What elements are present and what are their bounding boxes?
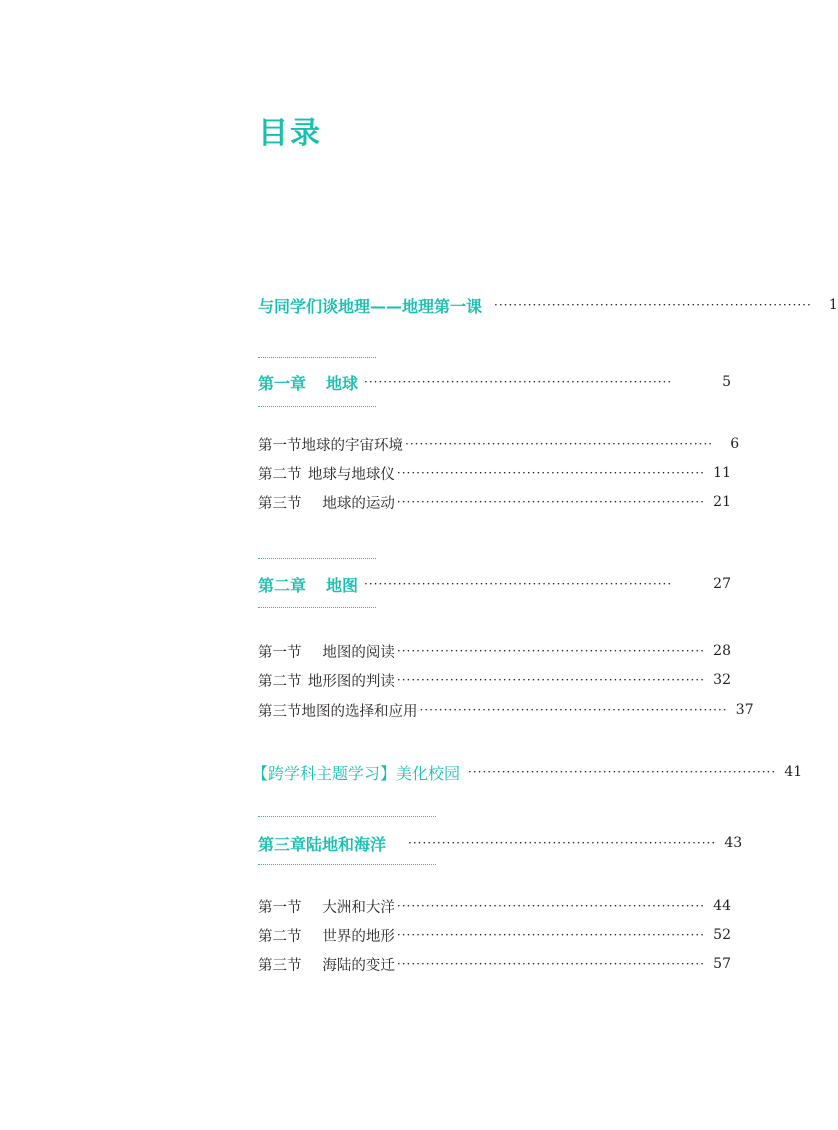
section-number: 第二节 bbox=[258, 928, 302, 945]
section-name: 海陆的变迁 bbox=[322, 957, 395, 974]
section-name: 大洲和大洋 bbox=[322, 899, 395, 916]
leader-dots: ································································ bbox=[396, 899, 705, 913]
chapter-divider-bottom bbox=[258, 607, 376, 608]
section-number: 第二节 bbox=[258, 673, 302, 690]
toc-page-number: 57 bbox=[713, 956, 731, 972]
toc-page-number: 32 bbox=[713, 672, 731, 688]
toc-chapter-2[interactable] bbox=[258, 571, 731, 597]
leader-dots: ································································ bbox=[396, 673, 705, 687]
chapter-name: 地球 bbox=[326, 373, 359, 393]
toc-entry-project[interactable] bbox=[252, 759, 803, 785]
toc-page-number: 21 bbox=[713, 494, 731, 510]
leader-dots: ································································ bbox=[405, 437, 714, 451]
toc-page-number: 27 bbox=[713, 576, 731, 592]
toc-section[interactable] bbox=[258, 667, 731, 693]
leader-dots: ································································ bbox=[396, 495, 705, 509]
section-number: 第二节 bbox=[258, 466, 302, 483]
section-number: 第一节 bbox=[258, 644, 302, 661]
toc-section[interactable] bbox=[258, 431, 740, 457]
toc-page-number: 6 bbox=[730, 436, 740, 452]
toc-section[interactable] bbox=[258, 460, 731, 486]
toc-entry-label: 与同学们谈地理——地理第一课 bbox=[258, 296, 483, 316]
toc-page-number: 5 bbox=[722, 374, 731, 390]
toc-page-number: 1 bbox=[828, 297, 838, 313]
chapter-number: 第三章 bbox=[258, 834, 307, 854]
chapter-divider-bottom bbox=[258, 864, 436, 865]
toc-page-number: 43 bbox=[724, 835, 743, 851]
toc-entry-label: 【跨学科主题学习】美化校园 bbox=[252, 763, 461, 783]
section-name: 世界的地形 bbox=[322, 928, 395, 945]
chapter-divider-top bbox=[258, 357, 376, 358]
toc-page-number: 11 bbox=[713, 465, 731, 481]
chapter-divider-top bbox=[258, 816, 436, 817]
section-name: 地图的阅读 bbox=[322, 644, 395, 661]
section-name: 地球与地球仪 bbox=[307, 466, 395, 483]
chapter-number: 第二章 bbox=[258, 575, 307, 595]
section-number: 第三节 bbox=[258, 495, 302, 512]
section-number: 第一节 bbox=[258, 899, 302, 916]
leader-dots: ································································ bbox=[396, 644, 705, 658]
toc-section[interactable] bbox=[258, 893, 731, 919]
leader-dots: ································································ bbox=[396, 466, 705, 480]
section-name: 地球的运动 bbox=[322, 495, 395, 512]
chapter-name: 陆地和海洋 bbox=[306, 834, 387, 854]
toc-page-number: 41 bbox=[784, 764, 803, 780]
leader-dots: ································································ bbox=[468, 765, 777, 779]
toc-section[interactable] bbox=[258, 697, 754, 723]
chapter-divider-bottom bbox=[258, 406, 376, 407]
toc-page-number: 52 bbox=[713, 927, 731, 943]
leader-dots: ·································································· bbox=[494, 298, 812, 312]
page-title: 目录 bbox=[258, 116, 322, 151]
toc-entry-intro[interactable] bbox=[258, 292, 838, 318]
toc-section[interactable] bbox=[258, 638, 731, 664]
toc-section[interactable] bbox=[258, 489, 731, 515]
toc-chapter-1[interactable] bbox=[258, 369, 731, 395]
toc-section[interactable] bbox=[258, 951, 731, 977]
section-number: 第三节 bbox=[258, 703, 302, 720]
chapter-divider-top bbox=[258, 558, 376, 559]
toc-page-number: 28 bbox=[713, 643, 731, 659]
leader-dots: ································································ bbox=[364, 577, 673, 591]
toc-page-number: 44 bbox=[713, 898, 731, 914]
leader-dots: ································································ bbox=[396, 957, 705, 971]
leader-dots: ································································ bbox=[364, 375, 673, 389]
chapter-number: 第一章 bbox=[258, 373, 307, 393]
toc-chapter-3[interactable] bbox=[258, 830, 743, 856]
section-name: 地球的宇宙环境 bbox=[301, 437, 403, 454]
toc-page-number: 37 bbox=[735, 702, 754, 718]
leader-dots: ································································ bbox=[408, 836, 717, 850]
section-name: 地形图的判读 bbox=[307, 673, 395, 690]
section-number: 第三节 bbox=[258, 957, 302, 974]
toc-section[interactable] bbox=[258, 922, 731, 948]
section-number: 第一节 bbox=[258, 437, 302, 454]
section-name: 地图的选择和应用 bbox=[301, 703, 418, 720]
leader-dots: ································································ bbox=[396, 928, 705, 942]
leader-dots: ································································ bbox=[419, 703, 728, 717]
chapter-name: 地图 bbox=[326, 575, 359, 595]
